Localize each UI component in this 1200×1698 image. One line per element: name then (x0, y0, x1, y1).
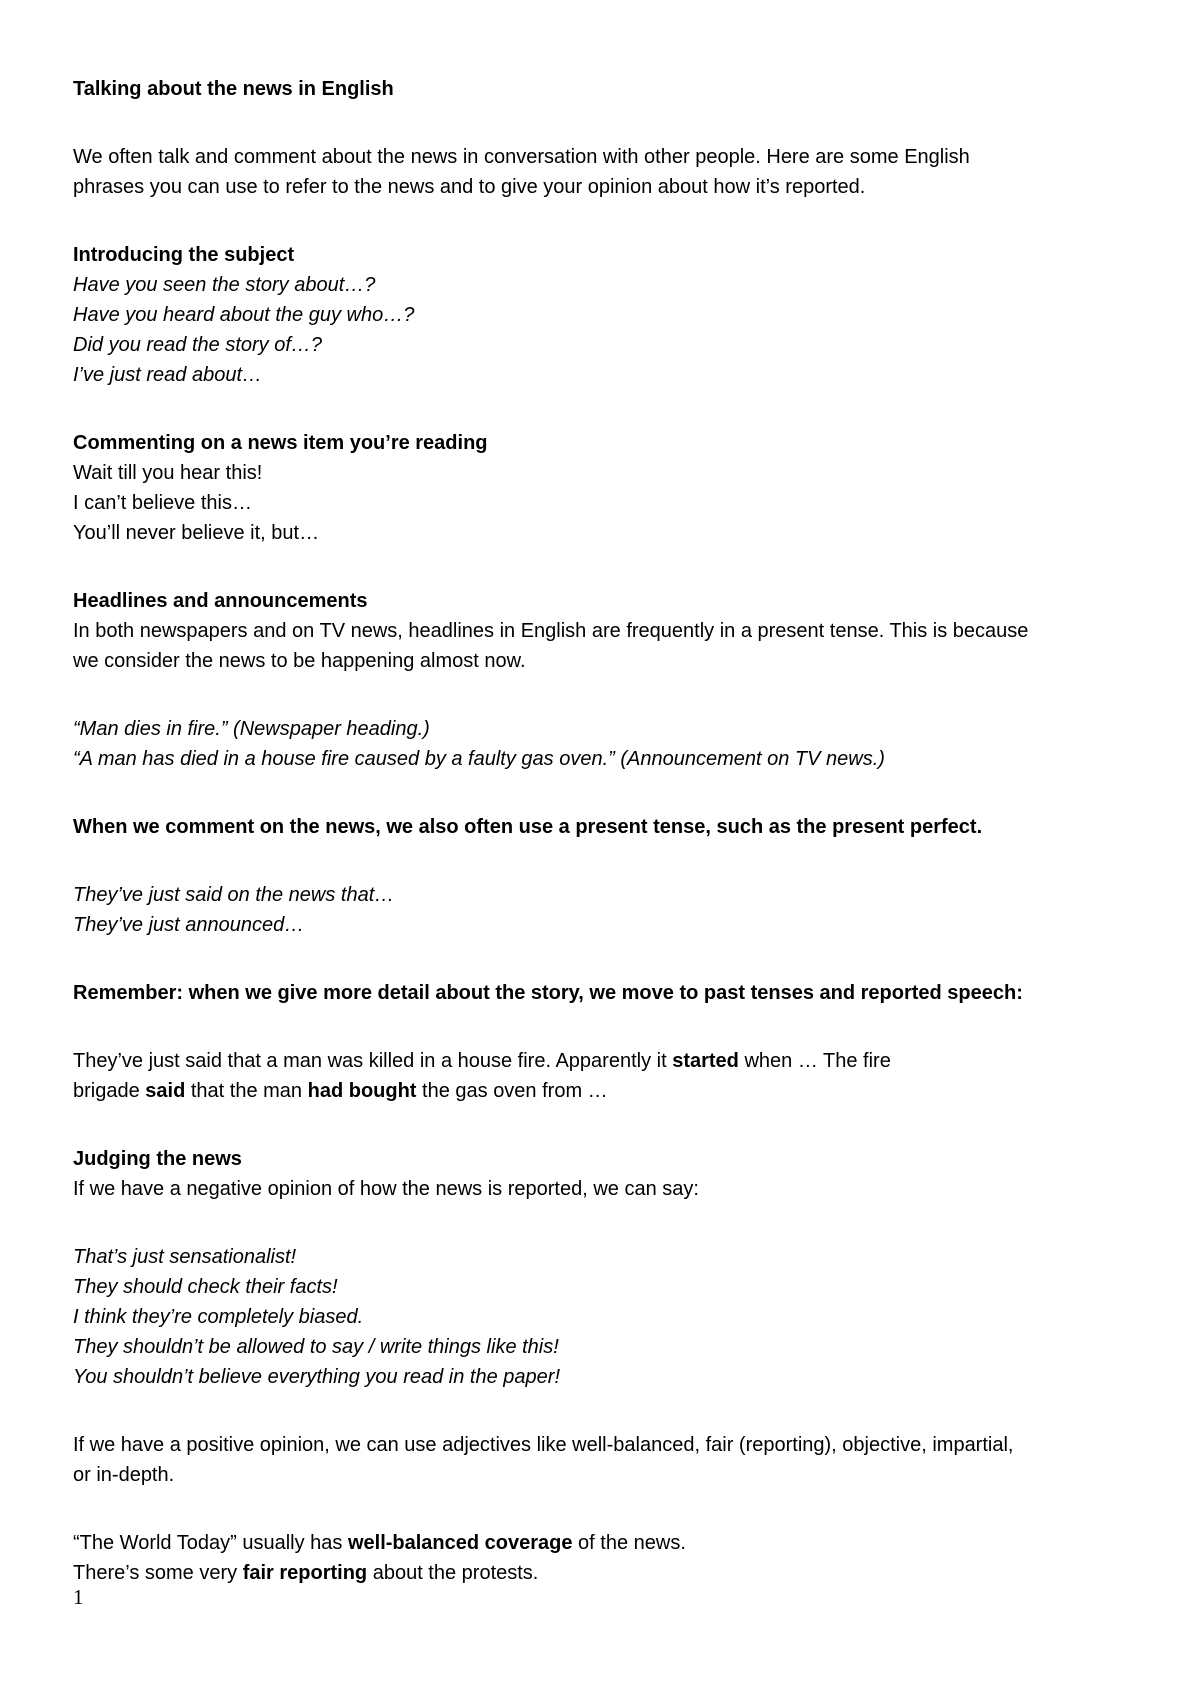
example-line: “A man has died in a house fire caused by a faulty gas oven.” (Announcement on TV news.) (73, 748, 885, 770)
section-heading-judging: Judging the news (73, 1148, 242, 1170)
spacer (73, 774, 1133, 812)
text-run: There’s some very (73, 1562, 243, 1584)
text-run: of the news. (572, 1532, 686, 1554)
body-line: we consider the news to be happening almost now. (73, 650, 526, 672)
phrase-item: I think they’re completely biased. (73, 1306, 364, 1328)
spacer (73, 202, 1133, 240)
text-run: that the man (185, 1080, 308, 1102)
text-run: when … The fire (738, 1050, 891, 1072)
emphasis-run: fair reporting (242, 1562, 368, 1584)
phrase-item: Wait till you hear this! (73, 462, 263, 484)
body-line: or in-depth. (73, 1464, 175, 1486)
text-run: “The World Today” usually has (73, 1532, 348, 1554)
phrase-item: You shouldn’t believe everything you read in the paper! (73, 1366, 561, 1388)
emphasis-run: said (145, 1080, 186, 1102)
phrase-item: I’ve just read about… (73, 364, 262, 386)
emphasis-run: well-balanced coverage (347, 1532, 573, 1554)
example-line: They’ve just said on the news that… (73, 884, 395, 906)
section-heading-commenting: Commenting on a news item you’re reading (73, 432, 488, 454)
body-line: If we have a negative opinion of how the news is reported, we can say: (73, 1178, 699, 1200)
body-line: If we have a positive opinion, we can use adjectives like well-balanced, fair (reporting), objective, impartial, (73, 1434, 1014, 1456)
phrase-item: Did you read the story of…? (73, 334, 323, 356)
section-heading-headlines: Headlines and announcements (73, 590, 368, 612)
spacer (73, 548, 1133, 586)
text-run: brigade (73, 1080, 146, 1102)
page-number: 1 (73, 1585, 84, 1609)
section-heading-introducing: Introducing the subject (73, 244, 295, 266)
phrase-item: Have you heard about the guy who…? (73, 304, 415, 326)
spacer (73, 842, 1133, 880)
spacer (73, 1204, 1133, 1242)
spacer (73, 1392, 1133, 1430)
phrase-item: They shouldn’t be allowed to say / write things like this! (73, 1336, 559, 1358)
emphasis-run: had bought (307, 1080, 417, 1102)
reported-speech-line (73, 1046, 1133, 1076)
text-run: about the protests. (367, 1562, 539, 1584)
example-line (73, 1528, 1133, 1558)
remember-note: Remember: when we give more detail about the story, we move to past tenses and reported speech: (73, 982, 1023, 1004)
intro-line: We often talk and comment about the news in conversation with other people. Here are some English (73, 146, 970, 168)
example-line (73, 1558, 1133, 1588)
document-title: Talking about the news in English (73, 78, 394, 100)
spacer (73, 1008, 1133, 1046)
spacer (73, 1490, 1133, 1528)
phrase-item: That’s just sensationalist! (73, 1246, 297, 1268)
spacer (73, 104, 1133, 142)
spacer (73, 1106, 1133, 1144)
spacer (73, 940, 1133, 978)
example-line: They’ve just announced… (73, 914, 305, 936)
example-line: “Man dies in fire.” (Newspaper heading.) (73, 718, 430, 740)
text-run: the gas oven from … (416, 1080, 608, 1102)
phrase-item: Have you seen the story about…? (73, 274, 376, 296)
emphasis-run: started (672, 1050, 739, 1072)
reported-speech-line (73, 1076, 1133, 1106)
phrase-item: You’ll never believe it, but… (73, 522, 320, 544)
phrase-item: I can’t believe this… (73, 492, 252, 514)
phrase-item: They should check their facts! (73, 1276, 338, 1298)
intro-line: phrases you can use to refer to the news and to give your opinion about how it’s reported. (73, 176, 866, 198)
document-page (73, 74, 1133, 1588)
body-line: In both newspapers and on TV news, headlines in English are frequently in a present tense. This is because (73, 620, 1029, 642)
text-run: They’ve just said that a man was killed in a house fire. Apparently it (73, 1050, 673, 1072)
spacer (73, 676, 1133, 714)
present-perfect-note: When we comment on the news, we also often use a present tense, such as the present perfect. (73, 816, 983, 838)
spacer (73, 390, 1133, 428)
